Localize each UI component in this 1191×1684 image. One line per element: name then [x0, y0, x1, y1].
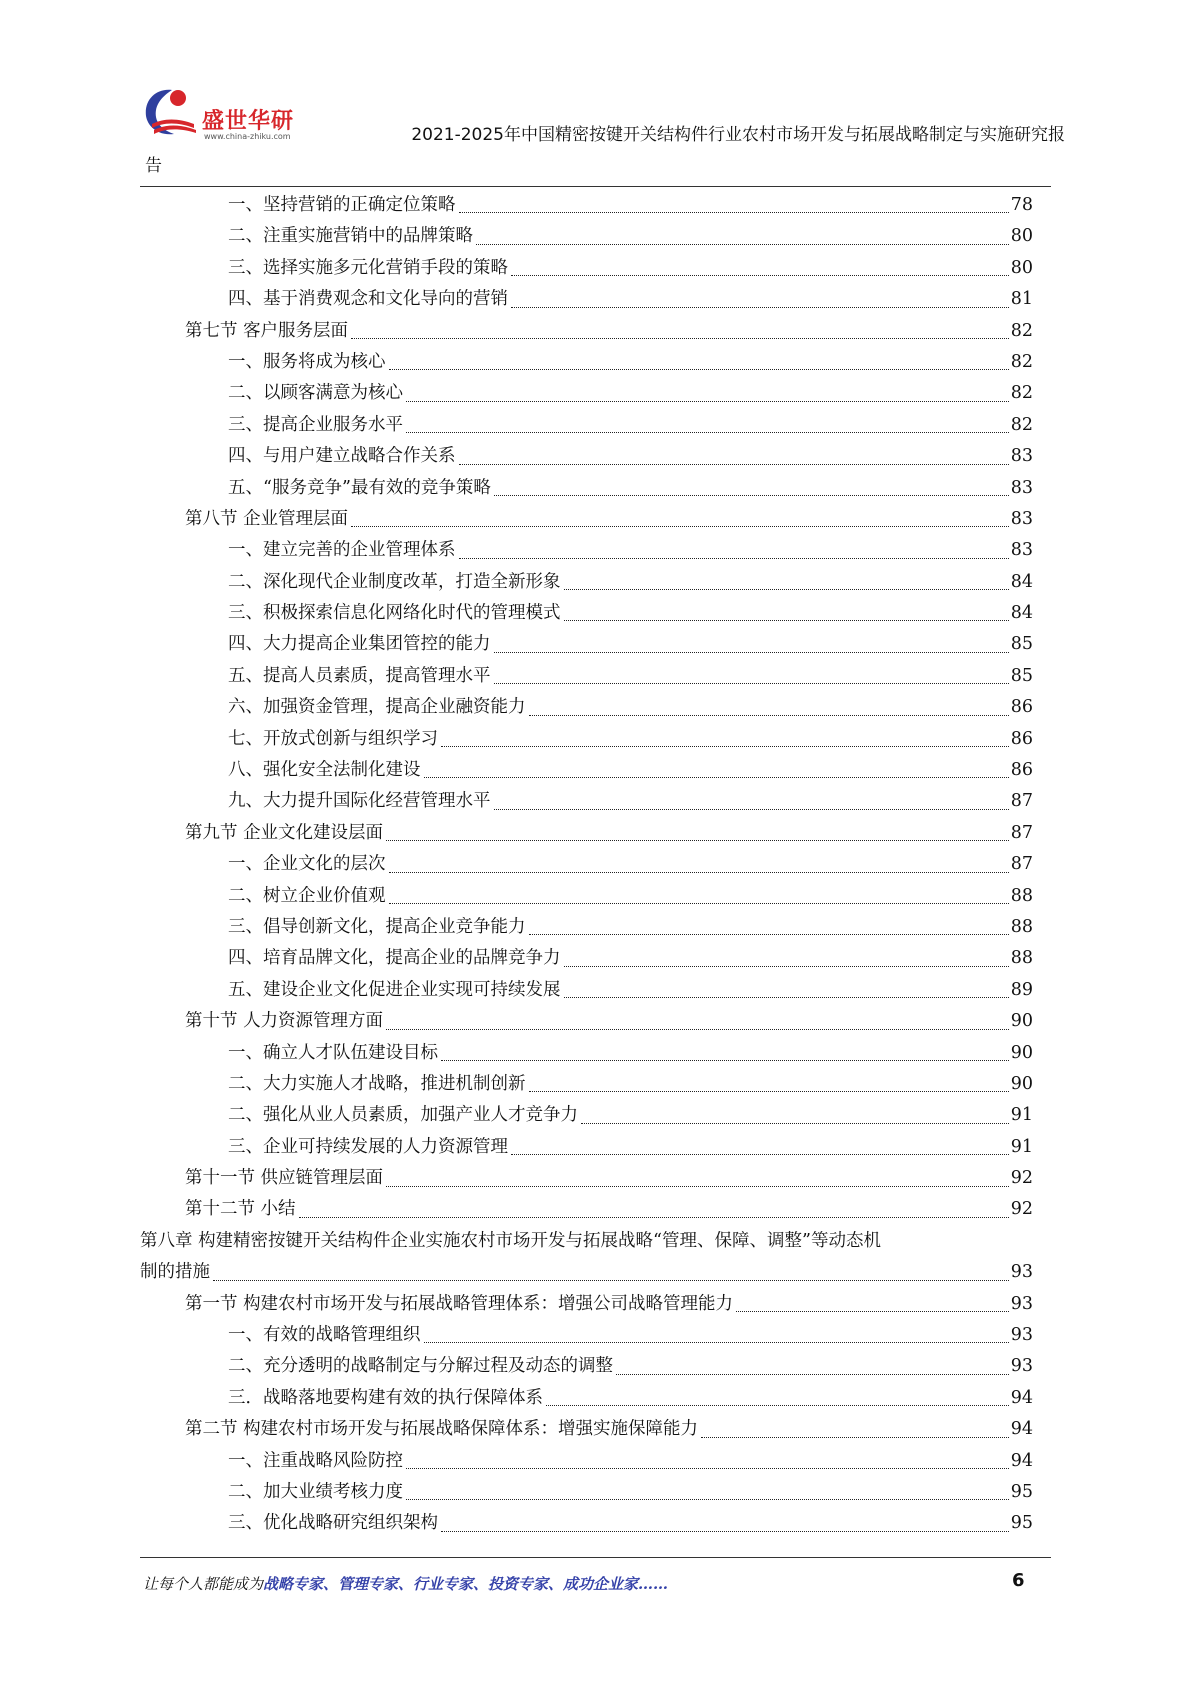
toc-leader-dots	[494, 494, 1009, 496]
toc-entry-page: 88	[1010, 916, 1033, 937]
toc-leader-dots	[406, 1467, 1009, 1469]
footer-slogan-highlight: 战略专家、管理专家、行业专家、投资专家、成功企业家……	[263, 1575, 669, 1593]
toc-entry[interactable]	[140, 912, 1033, 943]
toc-entry-title: 二、强化从业人员素质，加强产业人才竞争力	[228, 1105, 578, 1126]
toc-entry-page: 83	[1010, 540, 1033, 561]
toc-entry-page: 90	[1010, 1011, 1033, 1032]
toc-entry-title: 四、与用户建立战略合作关系	[228, 446, 456, 467]
toc-entry[interactable]	[140, 410, 1033, 441]
toc-entry-title: 三、选择实施多元化营销手段的策略	[228, 257, 508, 278]
footer-slogan	[143, 1573, 668, 1594]
toc-leader-dots	[441, 1059, 1009, 1061]
toc-entry[interactable]	[140, 724, 1033, 755]
toc-entry-page: 93	[1010, 1293, 1033, 1314]
toc-entry[interactable]	[140, 1006, 1033, 1037]
toc-entry-page: 83	[1010, 477, 1033, 498]
toc-entry-title: 九、大力提升国际化经营管理水平	[228, 791, 491, 812]
toc-entry[interactable]	[140, 347, 1033, 378]
toc-entry-page: 93	[1010, 1356, 1033, 1377]
toc-entry[interactable]	[140, 378, 1033, 409]
toc-entry-title: 二、树立企业价值观	[228, 885, 386, 906]
toc-entry-title: 三．战略落地要构建有效的执行保障体系	[228, 1387, 543, 1408]
toc-entry[interactable]	[140, 1351, 1033, 1382]
toc-entry[interactable]	[140, 692, 1033, 723]
toc-entry-title: 六、加强资金管理，提高企业融资能力	[228, 697, 526, 718]
toc-entry-page: 94	[1010, 1387, 1033, 1408]
toc-entry-page: 85	[1010, 634, 1033, 655]
toc-entry-title: 第九节 企业文化建设层面	[185, 822, 384, 843]
toc-entry-title: 第一节 构建农村市场开发与拓展战略管理体系：增强公司战略管理能力	[185, 1293, 734, 1314]
toc-entry[interactable]	[140, 1289, 1033, 1320]
toc-entry-title: 第十节 人力资源管理方面	[185, 1011, 384, 1032]
toc-entry-page: 95	[1010, 1482, 1033, 1502]
toc-leader-dots	[389, 871, 1009, 873]
toc-leader-dots	[529, 1090, 1009, 1092]
toc-entry[interactable]	[140, 535, 1033, 566]
toc-entry-page: 90	[1010, 1073, 1033, 1094]
document-title-line2: 告	[145, 156, 162, 176]
toc-leader-dots	[459, 463, 1009, 465]
toc-entry-title: 三、倡导创新文化，提高企业竞争能力	[228, 916, 526, 937]
toc-entry-title: 第二节 构建农村市场开发与拓展战略保障体系：增强实施保障能力	[185, 1419, 699, 1440]
toc-entry-page: 84	[1010, 603, 1033, 624]
document-title	[145, 120, 1065, 182]
toc-entry-title: 第七节 客户服务层面	[185, 320, 349, 341]
toc-leader-dots	[529, 933, 1009, 935]
toc-entry-page: 87	[1010, 854, 1033, 875]
toc-entry-page: 83	[1010, 508, 1033, 529]
toc-entry-title: 五、“服务竞争”最有效的竞争策略	[228, 477, 491, 498]
toc-entry-title: 二、注重实施营销中的品牌策略	[228, 226, 473, 247]
toc-entry[interactable]	[140, 473, 1033, 504]
toc-entry[interactable]	[140, 1069, 1033, 1100]
toc-entry-title: 一、有效的战略管理组织	[228, 1325, 421, 1346]
toc-entry-title: 一、确立人才队伍建设目标	[228, 1042, 438, 1063]
logo-name: 盛世华研	[202, 109, 295, 134]
toc-entry-page: 83	[1010, 446, 1033, 467]
toc-entry-page: 91	[1010, 1136, 1033, 1157]
toc-leader-dots	[529, 714, 1009, 716]
page-number: 6	[1012, 1570, 1025, 1591]
toc-entry-title: 一、企业文化的层次	[228, 854, 386, 875]
toc-entry[interactable]	[140, 253, 1033, 284]
toc-entry[interactable]	[140, 567, 1033, 598]
toc-entry-page: 94	[1010, 1450, 1033, 1471]
toc-entry-page: 82	[1010, 414, 1033, 435]
toc-entry[interactable]	[140, 221, 1033, 252]
toc-entry-page: 92	[1010, 1199, 1033, 1220]
toc-leader-dots	[511, 1153, 1009, 1155]
toc-entry[interactable]	[140, 881, 1033, 912]
toc-leader-dots	[564, 965, 1009, 967]
toc-entry-page: 90	[1010, 1042, 1033, 1063]
footer-divider	[140, 1557, 1051, 1558]
toc-entry-title: 第八节 企业管理层面	[185, 508, 349, 529]
toc-entry[interactable]	[140, 284, 1033, 315]
toc-entry[interactable]	[140, 1477, 1033, 1508]
toc-leader-dots	[494, 682, 1009, 684]
toc-entry-page: 82	[1010, 320, 1033, 341]
toc-entry[interactable]	[140, 943, 1033, 974]
toc-entry-page: 93	[1010, 1262, 1033, 1283]
toc-entry-page: 93	[1010, 1325, 1033, 1346]
toc-leader-dots	[351, 525, 1009, 527]
toc-entry-page: 94	[1010, 1419, 1033, 1440]
toc-leader-dots	[459, 557, 1009, 559]
toc-entry-title: 二、大力实施人才战略，推进机制创新	[228, 1073, 526, 1094]
toc-entry-page: 82	[1010, 383, 1033, 404]
toc-leader-dots	[459, 211, 1009, 213]
toc-leader-dots	[389, 368, 1009, 370]
toc-leader-dots	[564, 588, 1009, 590]
toc-entry-title: 五、提高人员素质，提高管理水平	[228, 665, 491, 686]
toc-entry-title: 第八章 构建精密按键开关结构件企业实施农村市场开发与拓展战略“管理、保障、调整”等动态机	[140, 1230, 881, 1251]
toc-leader-dots	[546, 1404, 1009, 1406]
toc-leader-dots	[511, 274, 1009, 276]
toc-entry-page: 91	[1010, 1105, 1033, 1126]
toc-entry-title: 制的措施	[140, 1262, 210, 1283]
toc-entry[interactable]	[140, 1100, 1033, 1131]
document-title-line1: 2021-2025年中国精密按键开关结构件行业农村市场开发与拓展战略制定与实施研究报	[411, 125, 1065, 145]
toc-leader-dots	[581, 1122, 1009, 1124]
toc-entry-page: 81	[1010, 289, 1033, 310]
toc-entry[interactable]	[140, 661, 1033, 692]
toc-entry-page: 87	[1010, 822, 1033, 843]
toc-entry[interactable]	[140, 1257, 1033, 1288]
toc-leader-dots	[564, 996, 1009, 998]
toc-entry-page: 86	[1010, 760, 1033, 781]
toc-entry-title: 二、加大业绩考核力度	[228, 1482, 403, 1502]
toc-entry-title: 二、充分透明的战略制定与分解过程及动态的调整	[228, 1356, 613, 1377]
toc-leader-dots	[386, 1185, 1009, 1187]
toc-entry-title: 三、积极探索信息化网络化时代的管理模式	[228, 603, 561, 624]
toc-entry-page: 80	[1010, 226, 1033, 247]
toc-leader-dots	[386, 1028, 1009, 1030]
toc-entry-title: 四、基于消费观念和文化导向的营销	[228, 289, 508, 310]
toc-entry-page: 84	[1010, 571, 1033, 592]
toc-leader-dots	[424, 776, 1009, 778]
toc-entry-page: 87	[1010, 791, 1033, 812]
toc-leader-dots	[389, 902, 1009, 904]
toc-leader-dots	[406, 1498, 1009, 1500]
toc-leader-dots	[351, 337, 1009, 339]
table-of-contents	[140, 190, 1033, 1540]
toc-entry-title: 三、提高企业服务水平	[228, 414, 403, 435]
toc-entry[interactable]	[140, 849, 1033, 880]
header-divider	[140, 186, 1051, 187]
toc-entry-title: 一、注重战略风险防控	[228, 1450, 403, 1471]
toc-entry-title: 三、企业可持续发展的人力资源管理	[228, 1136, 508, 1157]
toc-entry[interactable]	[140, 786, 1033, 817]
toc-leader-dots	[424, 1341, 1009, 1343]
toc-entry[interactable]	[140, 1132, 1033, 1163]
toc-entry[interactable]	[140, 629, 1033, 660]
toc-entry-page: 89	[1010, 979, 1033, 1000]
toc-entry[interactable]	[140, 190, 1033, 221]
toc-leader-dots	[406, 431, 1009, 433]
toc-entry[interactable]	[140, 1038, 1033, 1069]
toc-entry-page: 85	[1010, 665, 1033, 686]
toc-leader-dots	[441, 745, 1009, 747]
toc-leader-dots	[494, 651, 1009, 653]
toc-entry-page: 78	[1010, 194, 1033, 215]
toc-entry-title: 二、以顾客满意为核心	[228, 383, 403, 404]
toc-entry[interactable]	[140, 755, 1033, 786]
toc-entry-page: 92	[1010, 1168, 1033, 1189]
toc-leader-dots	[299, 1216, 1009, 1218]
toc-entry-title: 四、培育品牌文化，提高企业的品牌竞争力	[228, 948, 561, 969]
toc-entry[interactable]	[140, 1163, 1033, 1194]
toc-entry-page: 80	[1010, 257, 1033, 278]
toc-entry[interactable]	[140, 441, 1033, 472]
toc-entry-title: 八、强化安全法制化建设	[228, 760, 421, 781]
toc-entry[interactable]	[140, 1383, 1033, 1414]
toc-entry-title: 第十一节 供应链管理层面	[185, 1168, 384, 1189]
toc-entry-page: 86	[1010, 728, 1033, 749]
toc-entry[interactable]	[140, 1226, 1033, 1257]
toc-entry-title: 七、开放式创新与组织学习	[228, 728, 438, 749]
toc-entry-title: 一、服务将成为核心	[228, 351, 386, 372]
logo-url: www.china-zhiku.com	[204, 132, 291, 141]
toc-entry[interactable]	[140, 1195, 1033, 1226]
toc-entry-page: 95	[1010, 1513, 1033, 1534]
toc-leader-dots	[736, 1310, 1009, 1312]
toc-entry[interactable]	[140, 1320, 1033, 1351]
toc-entry-page: 82	[1010, 351, 1033, 372]
toc-entry-title: 一、坚持营销的正确定位策略	[228, 194, 456, 215]
toc-entry[interactable]	[140, 316, 1033, 347]
toc-entry[interactable]	[140, 598, 1033, 629]
toc-leader-dots	[406, 400, 1009, 402]
toc-leader-dots	[564, 619, 1009, 621]
toc-leader-dots	[511, 306, 1009, 308]
toc-leader-dots	[386, 839, 1009, 841]
toc-entry[interactable]	[140, 1508, 1033, 1539]
toc-leader-dots	[213, 1279, 1009, 1281]
toc-leader-dots	[476, 243, 1009, 245]
toc-entry[interactable]	[140, 975, 1033, 1006]
toc-entry[interactable]	[140, 504, 1033, 535]
toc-entry-title: 二、深化现代企业制度改革，打造全新形象	[228, 571, 561, 592]
toc-entry-title: 五、建设企业文化促进企业实现可持续发展	[228, 979, 561, 1000]
toc-leader-dots	[701, 1436, 1009, 1438]
toc-entry[interactable]	[140, 818, 1033, 849]
toc-entry[interactable]	[140, 1414, 1033, 1445]
toc-entry[interactable]	[140, 1446, 1033, 1477]
footer-slogan-prefix: 让每个人都能成为	[143, 1575, 264, 1593]
toc-entry-page: 88	[1010, 885, 1033, 906]
toc-entry-title: 四、大力提高企业集团管控的能力	[228, 634, 491, 655]
toc-entry-title: 一、建立完善的企业管理体系	[228, 540, 456, 561]
toc-entry-page: 86	[1010, 697, 1033, 718]
toc-entry-title: 第十二节 小结	[185, 1199, 296, 1220]
toc-entry-title: 三、优化战略研究组织架构	[228, 1513, 438, 1534]
toc-entry-page: 88	[1010, 948, 1033, 969]
toc-leader-dots	[616, 1373, 1009, 1375]
toc-leader-dots	[441, 1530, 1009, 1532]
toc-leader-dots	[494, 808, 1009, 810]
